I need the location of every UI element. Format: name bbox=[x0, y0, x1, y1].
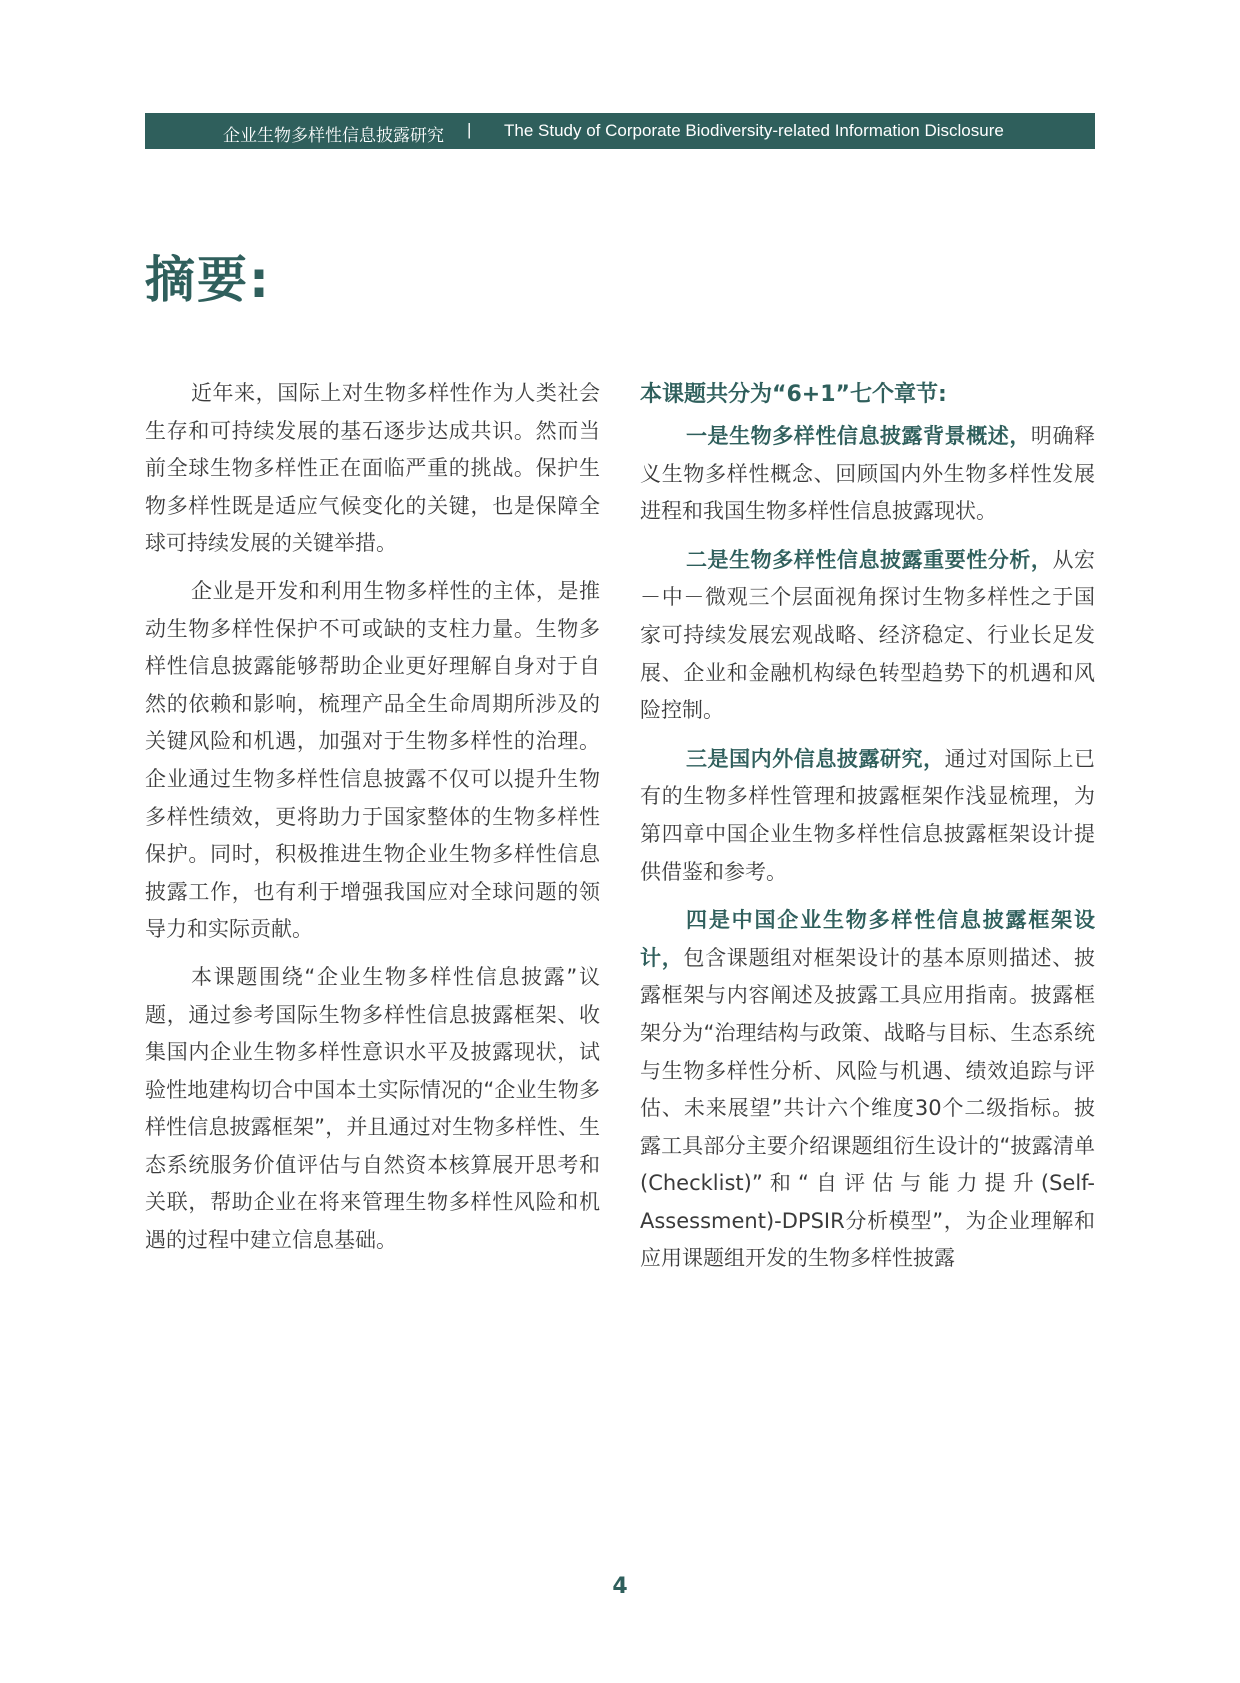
chapter-lead: 四是中国企业生物多样性信息披露框架设计， bbox=[640, 908, 1095, 970]
chapter-body: 通过对国际上已有的生物多样性管理和披露框架作浅显梳理，为第四章中国企业生物多样性信息披露框架设计提供借鉴和参考。 bbox=[640, 746, 1096, 884]
chapter-paragraph bbox=[640, 418, 1095, 531]
left-column bbox=[145, 375, 600, 1270]
chapter-paragraph bbox=[640, 741, 1095, 891]
page-number: 4 bbox=[612, 1574, 628, 1599]
chapter-lead: 三是国内外信息披露研究， bbox=[686, 746, 945, 771]
chapter-lead: 一是生物多样性信息披露背景概述， bbox=[686, 424, 1031, 448]
header-bar bbox=[145, 113, 1095, 149]
chapter-body: 从宏－中－微观三个层面视角探讨生物多样性之于国家可持续发展宏观战略、经济稳定、行业长足发展、企业和金融机构绿色转型趋势下的机遇和风险控制。 bbox=[640, 547, 1096, 723]
chapter-lead: 二是生物多样性信息披露重要性分析， bbox=[686, 547, 1053, 572]
abstract-paragraph: 本课题围绕“企业生物多样性信息披露”议题，通过参考国际生物多样性信息披露框架、收集国内企业生物多样性意识水平及披露现状，试验性地建构切合中国本土实际情况的“企业生物多样性信息披露框架”，并且通过对生物多样性、生态系统服务价值评估与自然资本核算展开思考和关联，帮助企业在将来管理生物多样性风险和机遇的过程中建立信息基础。 bbox=[145, 964, 600, 1253]
page-title: 摘要: bbox=[145, 251, 271, 309]
header-title-en: The Study of Corporate Biodiversity-related Information Disclosure bbox=[504, 121, 1004, 140]
chapter-paragraph bbox=[640, 902, 1095, 1278]
chapter-paragraph bbox=[640, 542, 1095, 730]
abstract-paragraph: 企业是开发和利用生物多样性的主体，是推动生物多样性保护不可或缺的支柱力量。生物多样性信息披露能够帮助企业更好理解自身对于自然的依赖和影响，梳理产品全生命周期所涉及的关键风险和机遇，加强对于生物多样性的治理。企业通过生物多样性信息披露不仅可以提升生物多样性绩效，更将助力于国家整体的生物多样性保护。同时，积极推进生物企业生物多样性信息披露工作，也有利于增强我国应对全球问题的领导力和实际贡献。 bbox=[145, 578, 600, 942]
abstract-paragraph: 近年来，国际上对生物多样性作为人类社会生存和可持续发展的基石逐步达成共识。然而当前全球生物多样性正在面临严重的挑战。保护生物多样性既是适应气候变化的关键，也是保障全球可持续发展的关键举措。 bbox=[145, 381, 600, 556]
right-column bbox=[640, 375, 1095, 1289]
chapter-body: 包含课题组对框架设计的基本原则描述、披露框架与内容阐述及披露工具应用指南。披露框架分为“治理结构与政策、战略与目标、生态系统与生物多样性分析、风险与机遇、绩效追踪与评估、未来展望”共计六个维度30个二级指标。披露工具部分主要介绍课题组衍生设计的“披露清单(Checklist)”和“自评估与能力提升(Self-Assessment)-DPSIR分析模型”，为企业理解和应用课题组开发的生物多样性披露 bbox=[640, 945, 1096, 1271]
header-separator: | bbox=[467, 120, 472, 139]
section-title: 本课题共分为“6+1”七个章节: bbox=[640, 382, 947, 407]
chapter-body: 明确释义生物多样性概念、回顾国内外生物多样性发展进程和我国生物多样性信息披露现状。 bbox=[640, 424, 1096, 524]
header-title-cn: 企业生物多样性信息披露研究 bbox=[223, 126, 444, 145]
